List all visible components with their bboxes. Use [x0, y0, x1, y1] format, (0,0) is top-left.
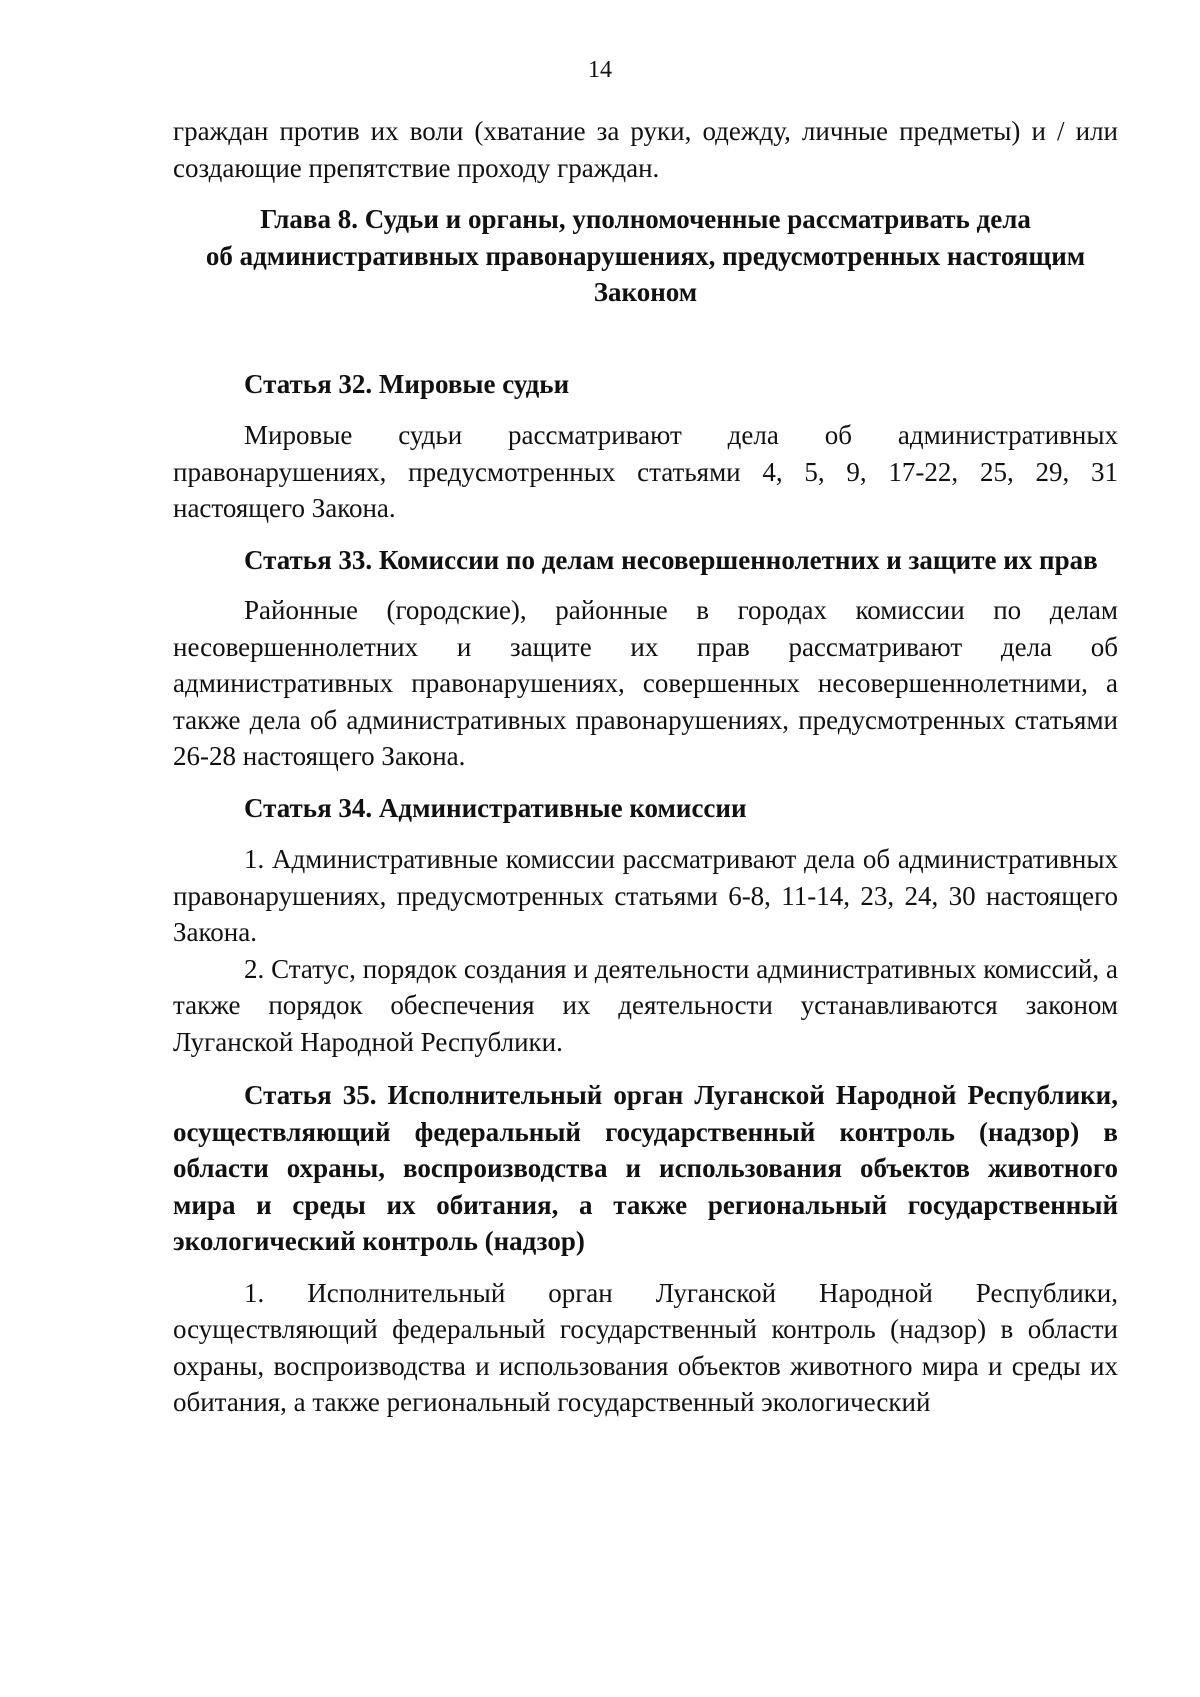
- chapter-title-line-3: Законом: [593, 277, 698, 307]
- chapter-title-line-2: об административных правонарушениях, предусмотренных настоящим: [205, 240, 1086, 271]
- article-32-heading: Статья 32. Мировые судьи: [244, 368, 570, 399]
- intro-paragraph: граждан против их воли (хватание за руки, одежду, личные предметы) и / или создающие препятствие проходу граждан.: [173, 116, 1118, 183]
- article-33-paragraph: Районные (городские), районные в городах комиссии по делам несовершеннолетних и защите их прав рассматривают дела об административных правонарушениях, совершенных несовершеннолетними, а также дела об административных правонарушениях, предусмотренных статьями 26-28 настоящего Закона.: [173, 595, 1118, 771]
- article-34-paragraph-2: 2. Статус, порядок создания и деятельности административных комиссий, а также порядок обеспечения их деятельности устанавливаются законом Луганской Народной Республики.: [173, 953, 1118, 1057]
- article-32-paragraph: Мировые судьи рассматривают дела об административных правонарушениях, предусмотренных статьями 4, 5, 9, 17-22, 25, 29, 31 настоящего Закона.: [173, 420, 1118, 523]
- article-33-heading: Статья 33. Комиссии по делам несовершеннолетних и защите их прав: [244, 544, 1098, 575]
- article-35-heading: Статья 35. Исполнительный орган Луганской Народной Республики, осуществляющий федеральный государственный контроль (надзор) в области охраны, воспроизводства и использования объектов животного мира и среды их обитания, а также региональный государственный экологический контроль (надзор): [173, 1080, 1118, 1256]
- article-34-paragraph-1: 1. Административные комиссии рассматривают дела об административных правонарушениях, предусмотренных статьями 6-8, 11-14, 23, 24, 30 настоящего Закона.: [173, 844, 1118, 947]
- article-35-paragraph-1: 1. Исполнительный орган Луганской Народной Республики, осуществляющий федеральный государственный контроль (надзор) в области охраны, воспроизводства и использования объектов животного мира и среды их обитания, а также региональный государственный экологический: [173, 1277, 1118, 1417]
- chapter-title-line-1: Глава 8. Судьи и органы, уполномоченные рассматривать дела: [260, 204, 1031, 234]
- chapter-title: [173, 201, 1118, 311]
- article-34-heading: Статья 34. Административные комиссии: [244, 792, 747, 823]
- page-number: 14: [588, 57, 612, 83]
- document-body: [173, 113, 1118, 1421]
